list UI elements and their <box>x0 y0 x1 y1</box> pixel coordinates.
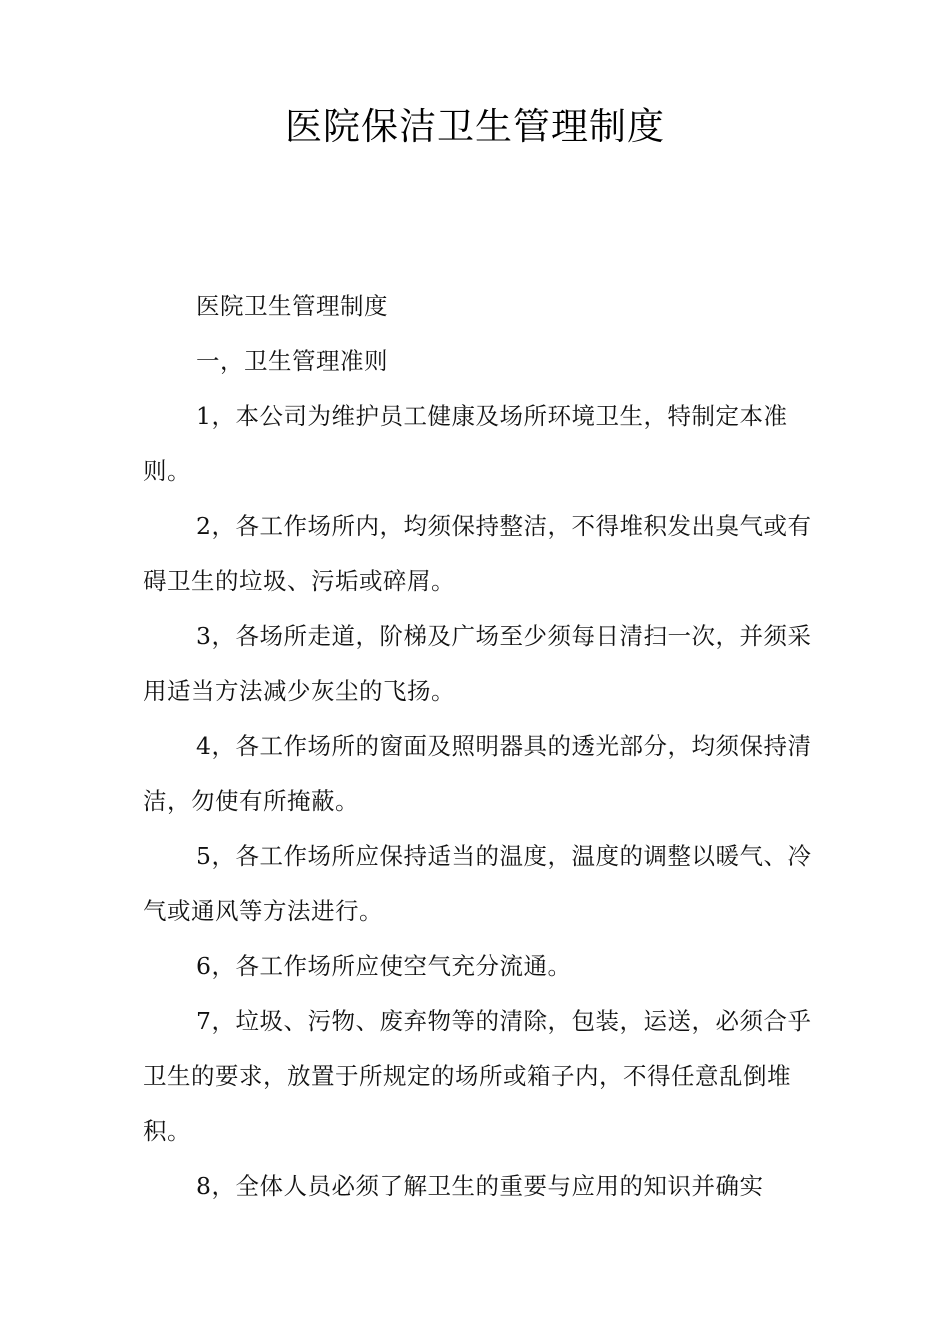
paragraph-rule-4: 4，各工作场所的窗面及照明器具的透光部分，均须保持清洁，勿使有所掩蔽。 <box>143 732 812 815</box>
paragraph-rule-2: 2，各工作场所内，均须保持整洁，不得堆积发出臭气或有碍卫生的垃圾、污垢或碎屑。 <box>143 512 812 595</box>
subsection-heading: 一，卫生管理准则 <box>196 347 388 375</box>
paragraph-rule-5: 5，各工作场所应保持适当的温度，温度的调整以暖气、冷气或通风等方法进行。 <box>143 842 812 925</box>
section-heading: 医院卫生管理制度 <box>196 292 388 320</box>
document-body <box>143 279 823 1214</box>
document-title: 医院保洁卫生管理制度 <box>285 105 665 148</box>
paragraph-rule-6: 6，各工作场所应使空气充分流通。 <box>196 952 572 980</box>
paragraph-rule-1: 1，本公司为维护员工健康及场所环境卫生，特制定本准则。 <box>143 402 788 485</box>
paragraph-rule-7: 7，垃圾、污物、废弃物等的清除，包装，运送，必须合乎卫生的要求，放置于所规定的场所或箱子内，不得任意乱倒堆积。 <box>143 1007 812 1145</box>
paragraph-rule-8: 8，全体人员必须了解卫生的重要与应用的知识并确实 <box>196 1172 764 1200</box>
paragraph-rule-3: 3，各场所走道，阶梯及广场至少须每日清扫一次，并须采用适当方法减少灰尘的飞扬。 <box>143 622 812 705</box>
